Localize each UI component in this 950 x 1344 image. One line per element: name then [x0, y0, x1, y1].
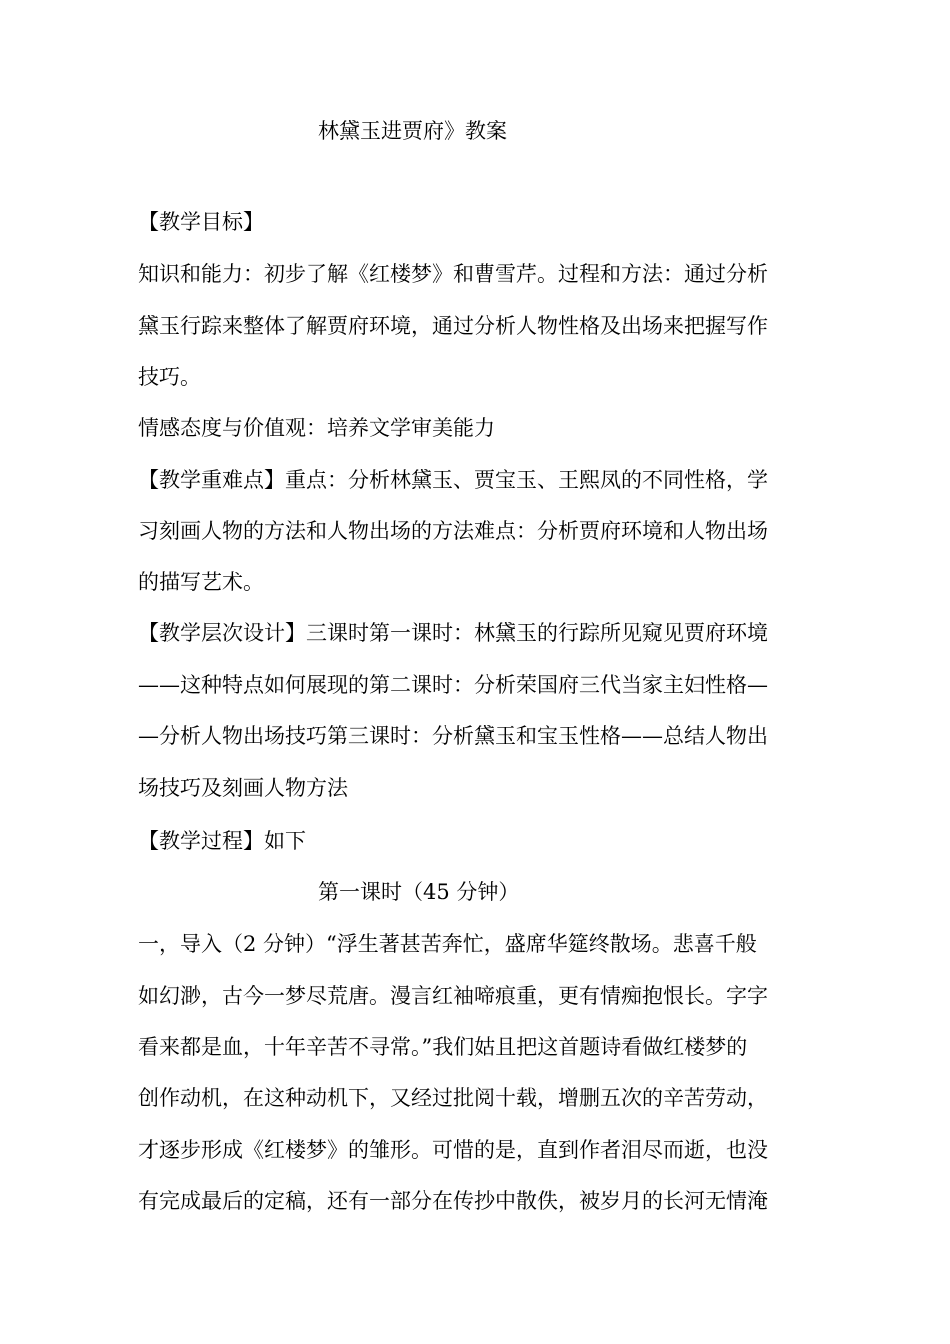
- section-heading-objectives: 【教学目标】: [138, 210, 264, 234]
- paragraph-line: 才逐步形成《红楼梦》的雏形。可惜的是，直到作者泪尽而逝，也没: [138, 1138, 768, 1162]
- paragraph-line: 看来都是血，十年辛苦不寻常。”我们姑且把这首题诗看做红楼梦的: [138, 1035, 748, 1059]
- paragraph-line: 知识和能力：初步了解《红楼梦》和曹雪芹。过程和方法：通过分析: [138, 262, 768, 286]
- paragraph-line: —分析人物出场技巧第三课时：分析黛玉和宝玉性格——总结人物出: [138, 724, 768, 748]
- paragraph-line: 技巧。: [138, 365, 201, 389]
- paragraph-line: 创作动机，在这种动机下，又经过批阅十载，增删五次的辛苦劳动，: [138, 1086, 768, 1110]
- paragraph-line: 【教学层次设计】三课时第一课时：林黛玉的行踪所见窥见贾府环境: [138, 621, 768, 645]
- document-title: 林黛玉进贾府》教案: [318, 119, 507, 143]
- paragraph-line: ——这种特点如何展现的第二课时：分析荣国府三代当家主妇性格—: [138, 673, 768, 697]
- section-heading-process: 【教学过程】如下: [138, 829, 306, 853]
- paragraph-line: 如幻渺，古今一梦尽荒唐。漫言红袖啼痕重，更有情痴抱恨长。字字: [138, 984, 768, 1008]
- paragraph-line: 【教学重难点】重点：分析林黛玉、贾宝玉、王熙凤的不同性格，学: [138, 468, 768, 492]
- paragraph-line: 有完成最后的定稿，还有一部分在传抄中散佚，被岁月的长河无情淹: [138, 1189, 768, 1213]
- paragraph-line: 场技巧及刻画人物方法: [138, 776, 348, 800]
- paragraph-line: 情感态度与价值观：培养文学审美能力: [138, 416, 495, 440]
- paragraph-line: 的描写艺术。: [138, 570, 264, 594]
- paragraph-line: 一，导入（2 分钟）“浮生著甚苦奔忙，盛席华筵终散场。悲喜千般: [138, 932, 757, 956]
- paragraph-line: 习刻画人物的方法和人物出场的方法难点：分析贾府环境和人物出场: [138, 519, 768, 543]
- lesson-heading: 第一课时（45 分钟）: [318, 880, 520, 904]
- paragraph-line: 黛玉行踪来整体了解贾府环境，通过分析人物性格及出场来把握写作: [138, 314, 768, 338]
